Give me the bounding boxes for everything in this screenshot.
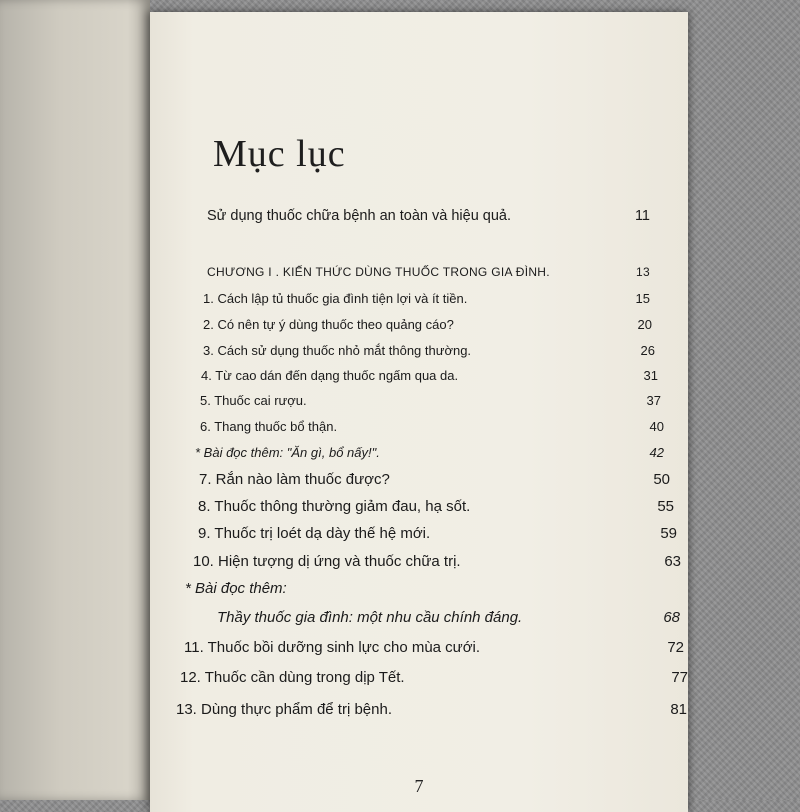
toc-entry-page: 77 <box>671 669 688 686</box>
toc-entry-row <box>150 419 688 443</box>
toc-entry-page: 26 <box>640 343 655 358</box>
toc-entry-label: * Bài đọc thêm: <box>185 580 287 597</box>
toc-entry-label: 11. Thuốc bồi dưỡng sinh lực cho mùa cưới. <box>184 639 481 656</box>
toc-entry-row <box>150 639 688 663</box>
toc-intro-page: 11 <box>634 208 650 224</box>
toc-entry-page: 50 <box>653 471 670 488</box>
toc-chapter-row <box>150 265 688 289</box>
book-page <box>150 12 688 812</box>
toc-entry-row <box>150 343 688 367</box>
toc-entry-label: 9. Thuốc trị loét dạ dày thế hệ mới. <box>198 525 431 542</box>
toc-entry-label: 2. Có nên tự ý dùng thuốc theo quảng cáo? <box>203 317 454 332</box>
toc-entry-label: 5. Thuốc cai rượu. <box>200 393 307 408</box>
toc-chapter-label: CHƯƠNG I . KIẾN THỨC DÙNG THUỐC TRONG GIA ĐÌNH. <box>207 265 550 279</box>
toc-entry-row <box>150 701 688 725</box>
toc-entry-row <box>150 471 688 495</box>
toc-entry-row <box>150 317 688 341</box>
toc-entry-row <box>150 553 688 577</box>
toc-entry-page: 42 <box>649 445 664 460</box>
toc-entry-page: 37 <box>646 393 661 408</box>
toc-entry-row <box>150 393 688 417</box>
toc-entry-label: 4. Từ cao dán đến dạng thuốc ngấm qua da. <box>201 368 459 383</box>
toc-chapter-page: 13 <box>636 265 650 279</box>
toc-entry-label: 10. Hiện tượng dị ứng và thuốc chữa trị. <box>193 553 461 570</box>
toc-entry-label: 7. Rắn nào làm thuốc được? <box>199 471 390 488</box>
facing-page-edge <box>0 0 150 800</box>
toc-entry-page: 40 <box>649 419 664 434</box>
toc-entry-page: 20 <box>637 317 652 332</box>
toc-entry-page: 63 <box>664 553 681 570</box>
toc-entry-page: 72 <box>667 639 684 656</box>
toc-entry-row <box>150 368 688 392</box>
toc-entry-row <box>150 580 688 604</box>
toc-entry-row <box>150 525 688 549</box>
toc-entry-label: * Bài đọc thêm: "Ăn gì, bổ nấy!". <box>195 445 380 460</box>
toc-entry-label: 8. Thuốc thông thường giảm đau, hạ sốt. <box>198 498 471 515</box>
toc-entry-page: 31 <box>643 368 658 383</box>
toc-entry-label: Thầy thuốc gia đình: một nhu cầu chính đáng. <box>217 609 523 626</box>
page-title: Mục lục <box>213 133 346 175</box>
toc-entry-row <box>150 609 688 633</box>
toc-entry-page: 68 <box>663 609 680 626</box>
page-number: 7 <box>414 776 424 796</box>
toc-entry-page: 81 <box>670 701 687 718</box>
toc-intro-row <box>150 208 688 232</box>
toc-entry-row <box>150 669 688 693</box>
toc-entry-page: 59 <box>660 525 677 542</box>
toc-entry-row <box>150 445 688 469</box>
toc-entry-label: 13. Dùng thực phẩm để trị bệnh. <box>176 701 393 718</box>
toc-entry-label: 1. Cách lập tủ thuốc gia đình tiện lợi và ít tiền. <box>203 291 468 306</box>
toc-entry-page: 55 <box>657 498 674 515</box>
toc-entry-row <box>150 291 688 315</box>
toc-entry-label: 3. Cách sử dụng thuốc nhỏ mắt thông thường. <box>203 343 472 358</box>
toc-entry-page: 15 <box>635 291 650 306</box>
toc-entry-row <box>150 498 688 522</box>
toc-intro-label: Sử dụng thuốc chữa bệnh an toàn và hiệu quả. <box>207 208 512 224</box>
toc-entry-label: 6. Thang thuốc bổ thận. <box>200 419 338 434</box>
toc-entry-label: 12. Thuốc cần dùng trong dịp Tết. <box>180 669 405 686</box>
